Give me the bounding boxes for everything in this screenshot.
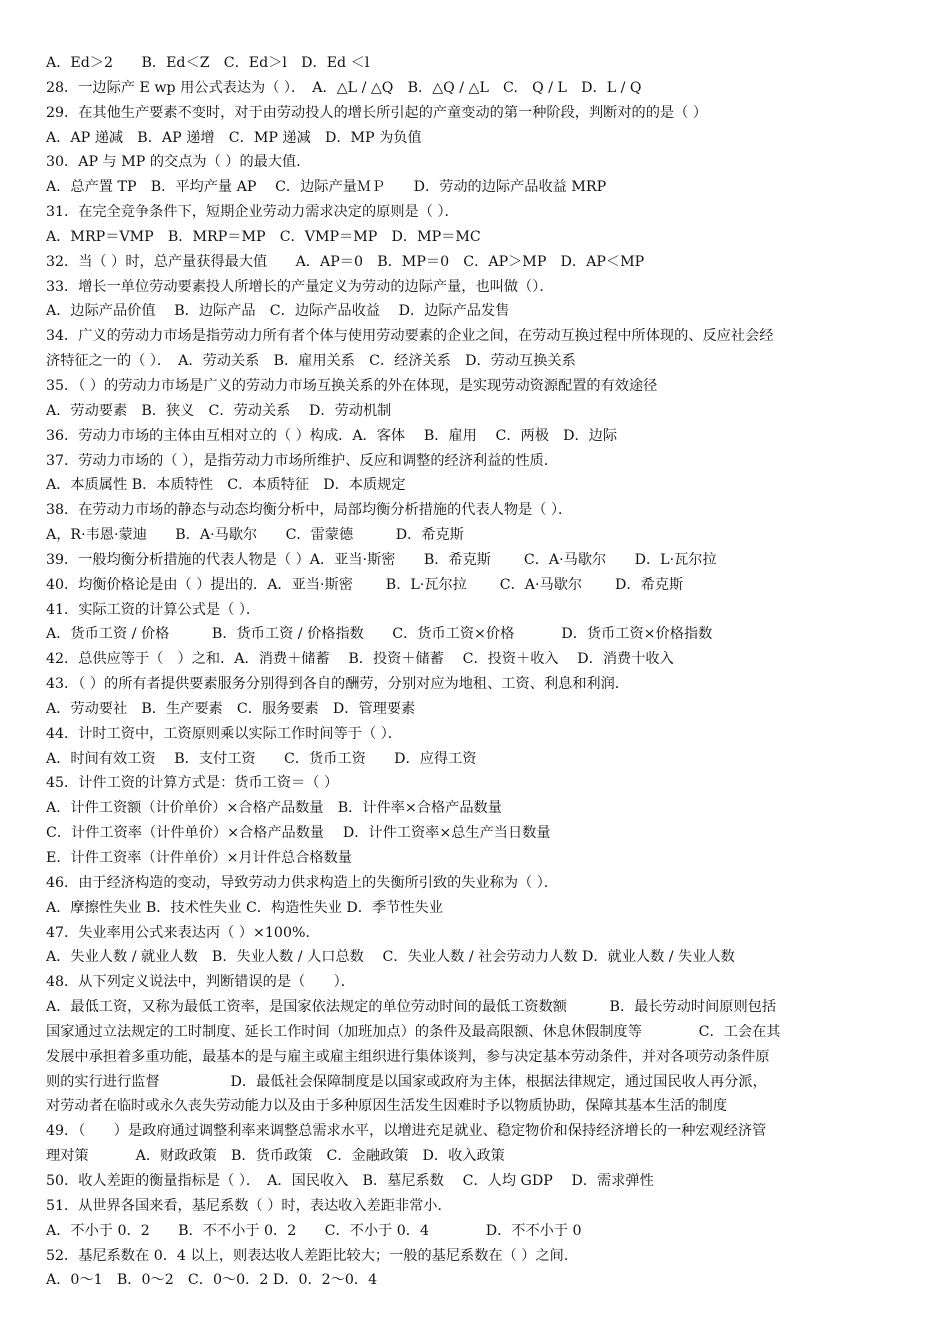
text-line: 则的实行进行监督 D．最低社会保障制度是以国家或政府为主体，根据法律规定，通过国民收人再分派， xyxy=(46,1073,767,1090)
text-line: 32．当（ ）时，总产量获得最大值 A．AP＝0 B．MP＝0 C．AP＞MP D．AP＜MP xyxy=(46,253,645,270)
text-line: 52．基尼系数在 0．4 以上，则表达收人差距比较大；一般的基尼系数在（ ）之间． xyxy=(46,1247,579,1264)
text-line: 29．在其他生产要素不变时，对于由劳动投人的增长所引起的产童变动的第一种阶段，判断对的的是（ ） xyxy=(46,104,708,121)
text-line: 49．（ ）是政府通过调整利率来调整总需求水平，以增进充足就业、稳定物价和保持经济增长的一种宏观经济管 xyxy=(46,1123,767,1140)
text-line: A，R·韦恩·蒙迪 B．A·马歇尔 C．雷蒙德 D．希克斯 xyxy=(46,527,464,544)
text-line: A．总产置 TP B．平均产量 AP C．边际产量ＭＰ D．劳动的边际产品收益 MRP xyxy=(46,179,607,196)
text-line: 30．AP 与 MP 的交点为（ ）的最大值． xyxy=(46,154,311,171)
text-line: 发展中承担着多重功能，最基本的是与雇主或雇主组织进行集体谈判，参与决定基本劳动条件，并对各项劳动条件原 xyxy=(46,1048,770,1065)
text-line: 41．实际工资的计算公式是（ ）． xyxy=(46,601,261,618)
text-line: 37．劳动力市场的（ ），是指劳动力市场所维护、反应和调整的经济利益的性质． xyxy=(46,452,559,469)
text-line: 36．劳动力市场的主体由互相对立的（ ）构成．A．客体 B．雇用 C．两极 D．边际 xyxy=(46,427,618,444)
text-line: A．货币工资 / 价格 B．货币工资 / 价格指数 C．货币工资×价格 D．货币工资×价格指数 xyxy=(46,626,713,643)
text-line: 理对策 A．财政政策 B．货币政策 C．金融政策 D．收入政策 xyxy=(46,1148,505,1165)
text-line: 31．在完全竞争条件下，短期企业劳动力需求决定的原则是（ ）． xyxy=(46,204,459,221)
text-line: A．最低工资，又称为最低工资率，是国家依法规定的单位劳动时间的最低工资数额 B．最长劳动时间原则包括 xyxy=(46,999,777,1016)
text-line: 48．从下列定义说法中，判断错误的是（ ）． xyxy=(46,974,355,991)
text-line: A．时间有效工资 B．支付工资 C．货币工资 D．应得工资 xyxy=(46,750,477,767)
text-line: 济特征之一的（ ）． A．劳动关系 B．雇用关系 C．经济关系 D．劳动互换关系 xyxy=(46,353,576,370)
text-line: 45．计件工资的计算方式是：货币工资＝（ ） xyxy=(46,775,339,792)
text-line: 39．一般均衡分析措施的代表人物是（ ）A．亚当·斯密 B．希克斯 C．A·马歇尔 D．L·瓦尔拉 xyxy=(46,551,717,568)
text-line: 35．（ ）的劳动力市场是广义的劳动力市场互换关系的外在体现，是实现劳动资源配置的有效途径 xyxy=(46,377,658,394)
text-line: 对劳动者在临时或永久丧失劳动能力以及由于多种原因生活发生因难时予以物质协助，保障其基本生活的制度 xyxy=(46,1098,728,1115)
text-line: 国家通过立法规定的工时制度、延长工作时间（加班加点）的条件及最高限额、休息休假制度等 C．工会在其 xyxy=(46,1023,781,1040)
text-line: A．本质属性 B．本质特性 C．本质特征 D．本质规定 xyxy=(46,477,406,494)
text-line: A．劳动要素 B．狭义 C．劳动关系 D．劳动机制 xyxy=(46,402,392,419)
text-line: 51．从世界各国来看，基尼系数（ ）时，表达收入差距非常小． xyxy=(46,1197,452,1214)
text-line: 50．收人差距的衡量指标是（ ）． A．国民收入 B．墓尼系数 C．人均 GDP D．需求弹性 xyxy=(46,1172,654,1189)
text-line: 34．广义的劳动力市场是指劳动力所有者个体与使用劳动要素的企业之间，在劳动互换过程中所体现的、反应社会经 xyxy=(46,328,774,345)
text-line: 47．失业率用公式来表达丙（ ）×100%． xyxy=(46,924,320,941)
text-line: A．AP 递减 B．AP 递增 C．MP 递减 D．MP 为负值 xyxy=(46,129,422,146)
text-line: 28．一边际产 E wp 用公式表达为（ ）． A．△L / △Q B．△Q / △L C. Q / L D．L / Q xyxy=(46,79,642,96)
text-line: A．MRP＝VMP B．MRP＝MP C．VMP＝MP D．MP＝MC xyxy=(46,228,481,245)
text-line: A．0～1 B．0～2 C．0～0．2 D．0．2～0．4 xyxy=(46,1272,378,1289)
text-line: 44．计时工资中，工资原则乘以实际工作时间等于（ ）． xyxy=(46,725,402,742)
text-line: A．Ed＞2 B．Ed＜Z C．Ed＞l D．Ed ＜l xyxy=(46,55,370,71)
text-line: A．失业人数 / 就业人数 B．失业人数 / 人口总数 C．失业人数 / 社会劳动力人数 D．就业人数 / 失业人数 xyxy=(46,949,735,966)
text-line: A．摩擦性失业 B．技术性失业 C．构造性失业 D．季节性失业 xyxy=(46,899,443,916)
text-line: 33．增长一单位劳动要素投人所增长的产量定义为劳动的边际产量，也叫做（）． xyxy=(46,278,554,295)
text-line: 46．由于经济构造的变动，导致劳动力供求构造上的失衡所引致的失业称为（ ）． xyxy=(46,874,559,891)
text-line: 42．总供应等于（ ）之和．A．消费＋储蓄 B．投资＋储蓄 C．投资＋收入 D．消费十收入 xyxy=(46,651,674,668)
text-line: E．计件工资率（计件单价）×月计件总合格数量 xyxy=(46,850,352,866)
question-list xyxy=(46,51,906,1293)
text-line: 40．均衡价格论是由（ ）提出的．A．亚当·斯密 B．L·瓦尔拉 C．A·马歇尔 D．希克斯 xyxy=(46,576,684,593)
text-line: A．不小于 0．2 B．不不小于 0．2 C．不小于 0．4 D．不不小于 0 xyxy=(46,1222,582,1239)
text-line: 38．在劳动力市场的静态与动态均衡分析中，局部均衡分析措施的代表人物是（ ）． xyxy=(46,502,573,519)
text-line: A．边际产品价值 B．边际产品 C．边际产品收益 D．边际产品发售 xyxy=(46,303,510,320)
text-line: 43．（ ）的所有者提供要素服务分别得到各自的酬劳，分别对应为地租、工资、利息和利润． xyxy=(46,676,629,693)
text-line: A．计件工资额（计价单价）×合格产品数量 B．计件率×合格产品数量 xyxy=(46,800,502,817)
text-line: C．计件工资率（计件单价）×合格产品数量 D．计件工资率×总生产当日数量 xyxy=(46,825,551,842)
text-line: A．劳动要社 B．生产要素 C．服务要素 D．管理要素 xyxy=(46,700,416,717)
